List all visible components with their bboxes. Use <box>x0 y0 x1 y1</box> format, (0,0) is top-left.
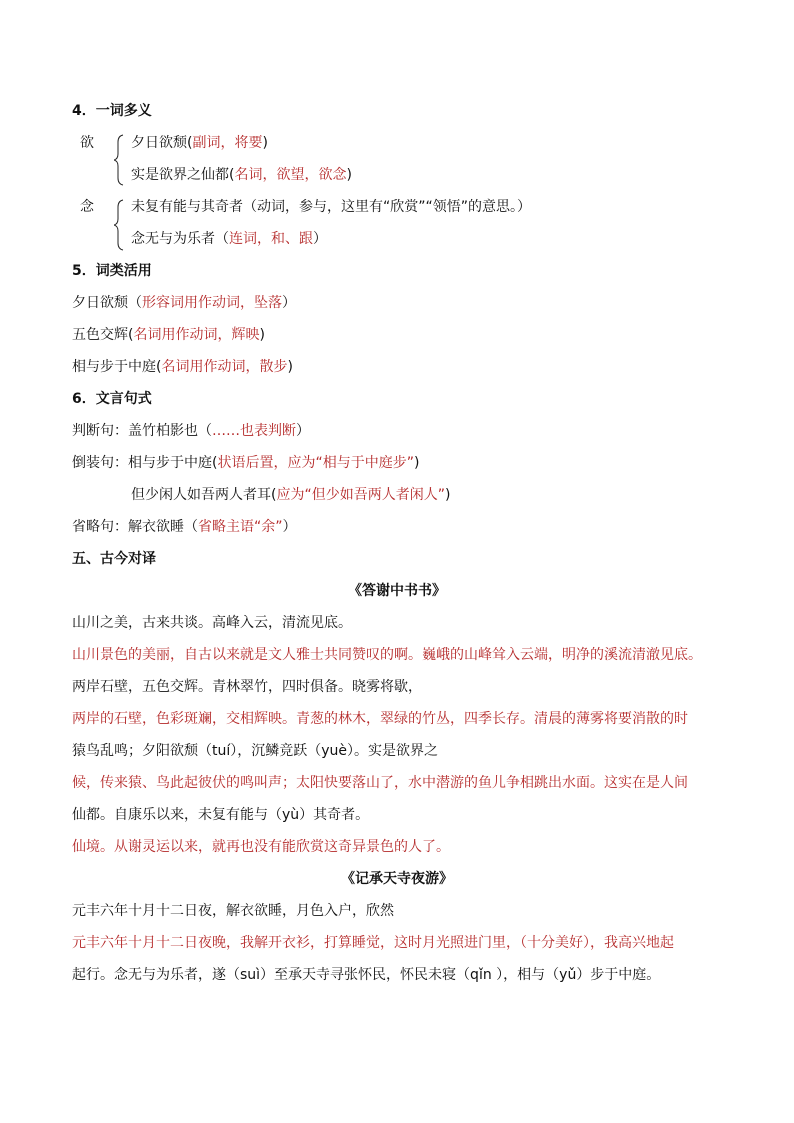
essay-1-line: 两岸石壁，五色交辉。青林翠竹，四时俱备。晓雾将歇， <box>72 679 422 695</box>
inverted-1-close: ) <box>413 455 420 471</box>
word-class-item <box>72 293 296 313</box>
inverted-sentence-2 <box>131 485 450 505</box>
word-class-item-note: 名词用作动词，散步 <box>161 359 288 375</box>
inverted-sentence-1 <box>72 453 419 473</box>
nian-entry-2-note: 连词，和、跟 <box>229 231 313 247</box>
judgment-open: （ <box>198 423 212 439</box>
yu-entry-1 <box>131 133 268 153</box>
word-class-item-note: 名词用作动词，辉映 <box>133 327 260 343</box>
translation-section-heading: 五、古今对译 <box>72 551 156 567</box>
yu-entry-1-close: ) <box>262 135 268 151</box>
essay-1-title: 《答谢中书书》 <box>348 583 446 599</box>
essay-1-line: 仙境。从谢灵运以来，就再也没有能欣赏这奇异景色的人了。 <box>72 839 450 855</box>
word-class-item-open: （ <box>128 295 142 311</box>
brace-yu <box>114 134 124 186</box>
section-4-heading: 4．一词多义 <box>72 103 152 119</box>
essay-2-line: 元丰六年十月十二日夜，解衣欲睡，月色入户，欣然 <box>72 903 394 919</box>
inverted-2-close: ) <box>444 487 451 503</box>
nian-entry-1-note: （动词，参与，这里有“欣赏”“领悟”的意思。） <box>243 199 532 215</box>
nian-entry-1 <box>131 197 531 217</box>
word-class-item <box>72 325 265 345</box>
word-class-item-note: 形容词用作动词，坠落 <box>142 295 282 311</box>
essay-1-line: 候，传来猿、鸟此起彼伏的鸣叫声；太阳快要落山了，水中潜游的鱼儿争相跳出水面。这实在是人间 <box>72 775 688 791</box>
word-class-item-close: ) <box>287 359 293 375</box>
judgment-note: ……也表判断 <box>212 423 296 439</box>
word-class-item-text: 夕日欲颓 <box>72 295 128 311</box>
inverted-2-text: 但少闲人如吾两人者耳( <box>131 487 277 503</box>
essay-1-line: 山川之美，古来共谈。高峰入云，清流见底。 <box>72 615 352 631</box>
essay-1-line: 山川景色的美丽，自古以来就是文人雅士共同赞叹的啊。巍峨的山峰耸入云端，明净的溪流清澈见底。 <box>72 647 702 663</box>
omission-sentence <box>72 517 297 537</box>
essay-1-line: 两岸的石壁，色彩斑斓，交相辉映。青葱的林木，翠绿的竹丛，四季长存。清晨的薄雾将要消散的时 <box>72 711 688 727</box>
polysemy-char-yu: 欲 <box>80 135 94 151</box>
polysemy-char-nian: 念 <box>80 199 94 215</box>
yu-entry-1-note: 副词，将要 <box>192 135 263 151</box>
word-class-item-close: ) <box>259 327 265 343</box>
yu-entry-2 <box>131 165 352 185</box>
nian-entry-2-text: 念无与为乐者 <box>131 231 215 247</box>
judgment-sentence <box>72 421 310 441</box>
essay-1-line: 仙都。自康乐以来，未复有能与（yù）其奇者。 <box>72 807 370 823</box>
judgment-label: 判断句： <box>72 423 128 439</box>
omission-note: 省略主语“余” <box>198 519 283 535</box>
inverted-2-note: 应为“但少如吾两人者闲人” <box>276 487 445 503</box>
word-class-item-text: 相与步于中庭( <box>72 359 162 375</box>
nian-entry-2-close: ） <box>313 231 327 247</box>
essay-2-title: 《记承天寺夜游》 <box>341 871 453 887</box>
yu-entry-1-text: 夕日欲颓( <box>131 135 193 151</box>
omission-label: 省略句： <box>72 519 128 535</box>
nian-entry-2 <box>131 229 327 249</box>
word-class-item-close: ） <box>282 295 296 311</box>
inverted-label: 倒装句： <box>72 455 128 471</box>
essay-2-line: 元丰六年十月十二日夜晚，我解开衣衫，打算睡觉，这时月光照进门里，（十分美好），我高兴地起 <box>72 935 674 951</box>
omission-close: ） <box>282 519 297 535</box>
omission-open: （ <box>184 519 198 535</box>
section-5-heading: 5．词类活用 <box>72 263 152 279</box>
yu-entry-2-text: 实是欲界之仙都( <box>131 167 235 183</box>
word-class-item <box>72 357 293 377</box>
yu-entry-2-close: ) <box>346 167 352 183</box>
omission-text: 解衣欲睡 <box>128 519 184 535</box>
yu-entry-2-note: 名词，欲望，欲念 <box>234 167 347 183</box>
judgment-text: 盖竹柏影也 <box>128 423 198 439</box>
inverted-1-note: 状语后置，应为“相与于中庭步” <box>217 455 414 471</box>
section-6-heading: 6．文言句式 <box>72 391 152 407</box>
essay-1-line: 猿鸟乱鸣；夕阳欲颓（tuí），沉鳞竞跃（yuè）。实是欲界之 <box>72 743 439 759</box>
inverted-1-text: 相与步于中庭( <box>128 455 218 471</box>
judgment-close: ） <box>296 423 310 439</box>
word-class-item-text: 五色交辉( <box>72 327 134 343</box>
essay-2-line: 起行。念无与为乐者，遂（suì）至承天寺寻张怀民，怀民未寝（qǐn ），相与（yǔ）步于中庭。 <box>72 967 661 983</box>
nian-entry-1-text: 未复有能与其奇者 <box>131 199 243 215</box>
brace-nian <box>114 199 124 251</box>
nian-entry-2-open: （ <box>215 231 229 247</box>
